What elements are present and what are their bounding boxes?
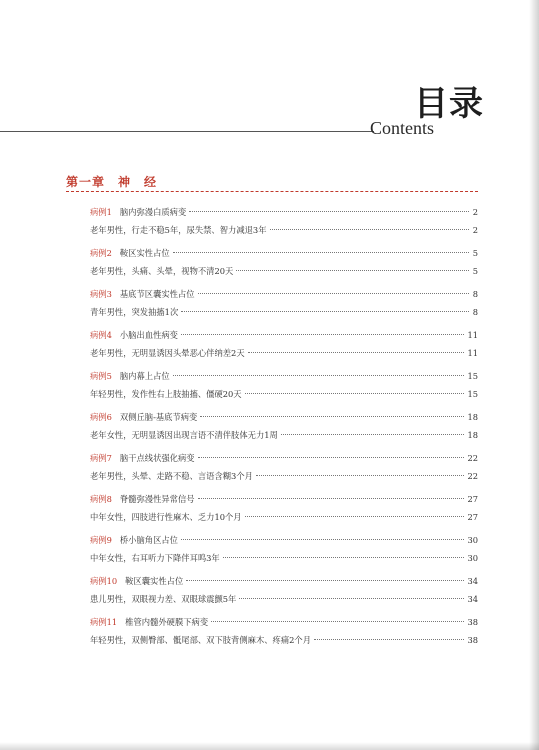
- page-number: 27: [467, 494, 478, 504]
- title-rule: [0, 131, 374, 132]
- page-number: 18: [467, 412, 478, 422]
- page-number: 38: [467, 635, 478, 645]
- page-number: 34: [467, 576, 478, 586]
- case-description: 老年女性，无明显诱因出现言语不清伴肢体无力1周: [90, 430, 278, 440]
- toc-entry-title-line[interactable]: [90, 531, 478, 549]
- toc-entry[interactable]: [90, 285, 478, 326]
- page-number: 34: [467, 594, 478, 604]
- case-label: 病例2: [90, 248, 112, 258]
- dot-leader: [270, 229, 470, 230]
- toc-entry-desc-line[interactable]: [90, 508, 478, 526]
- dot-leader: [239, 598, 464, 599]
- dot-leader: [256, 475, 465, 476]
- toc-list: [90, 203, 478, 654]
- case-title: 脑内弥漫白质病变: [119, 207, 187, 217]
- case-description: 年轻男性，发作性右上肢抽搐、僵硬20天: [90, 389, 242, 399]
- toc-entry-desc-line[interactable]: [90, 631, 478, 649]
- toc-entry[interactable]: [90, 203, 478, 244]
- page-shadow-bottom: [0, 742, 539, 750]
- toc-entry-title-line[interactable]: [90, 572, 478, 590]
- toc-entry-title-line[interactable]: [90, 367, 478, 385]
- case-label: 病例7: [90, 453, 112, 463]
- page-number: 15: [467, 389, 478, 399]
- page-number: 11: [467, 330, 478, 340]
- page-number: 30: [467, 553, 478, 563]
- dot-leader: [236, 270, 469, 271]
- case-label: 病例5: [90, 371, 112, 381]
- toc-entry-desc-line[interactable]: [90, 385, 478, 403]
- dot-leader: [245, 393, 465, 394]
- toc-entry-desc-line[interactable]: [90, 426, 478, 444]
- page-subtitle: Contents: [370, 118, 435, 138]
- case-description: 老年男性，头痛、头晕，视物不清20天: [90, 266, 234, 276]
- page-number: 27: [467, 512, 478, 522]
- toc-entry[interactable]: [90, 572, 478, 613]
- dot-leader: [186, 580, 464, 581]
- case-label: 病例4: [90, 330, 112, 340]
- page-number: 8: [472, 307, 478, 317]
- toc-entry-title-line[interactable]: [90, 613, 478, 631]
- case-description: 老年男性，行走不稳5年，尿失禁、智力减退3年: [90, 225, 267, 235]
- page-number: 22: [467, 453, 478, 463]
- toc-entry-desc-line[interactable]: [90, 467, 478, 485]
- case-title: 基底节区囊实性占位: [119, 289, 195, 299]
- case-description: 青年男性，突发抽搐1次: [90, 307, 179, 317]
- toc-entry-desc-line[interactable]: [90, 303, 478, 321]
- toc-entry[interactable]: [90, 326, 478, 367]
- toc-entry-title-line[interactable]: [90, 449, 478, 467]
- case-description: 中年女性，右耳听力下降伴耳鸣3年: [90, 553, 220, 563]
- case-title: 桥小脑角区占位: [119, 535, 178, 545]
- toc-entry-desc-line[interactable]: [90, 590, 478, 608]
- case-label: 病例8: [90, 494, 112, 504]
- page-number: 30: [467, 535, 478, 545]
- dot-leader: [223, 557, 465, 558]
- toc-entry[interactable]: [90, 244, 478, 285]
- dot-leader: [181, 311, 469, 312]
- case-description: 中年女性，四肢进行性麻木、乏力10个月: [90, 512, 242, 522]
- page-number: 18: [467, 430, 478, 440]
- case-label: 病例1: [90, 207, 112, 217]
- page-number: 11: [467, 348, 478, 358]
- page-number: 8: [472, 289, 478, 299]
- dot-leader: [200, 416, 464, 417]
- chapter-divider: [66, 191, 478, 192]
- toc-entry-title-line[interactable]: [90, 326, 478, 344]
- toc-entry[interactable]: [90, 449, 478, 490]
- toc-entry[interactable]: [90, 490, 478, 531]
- case-title: 小脑出血性病变: [119, 330, 178, 340]
- toc-entry[interactable]: [90, 367, 478, 408]
- toc-entry-desc-line[interactable]: [90, 344, 478, 362]
- page-title: 目录: [414, 84, 484, 124]
- case-description: 年轻男性，双侧臀部、骶尾部、双下肢背侧麻木、疼痛2个月: [90, 635, 311, 645]
- case-title: 脑内幕上占位: [119, 371, 170, 381]
- case-label: 病例9: [90, 535, 112, 545]
- dot-leader: [181, 539, 464, 540]
- toc-entry-title-line[interactable]: [90, 203, 478, 221]
- toc-entry-desc-line[interactable]: [90, 221, 478, 239]
- page-number: 38: [467, 617, 478, 627]
- toc-entry[interactable]: [90, 613, 478, 654]
- case-title: 鞍区实性占位: [119, 248, 170, 258]
- toc-entry-desc-line[interactable]: [90, 549, 478, 567]
- toc-entry-title-line[interactable]: [90, 490, 478, 508]
- page-number: 2: [472, 225, 478, 235]
- case-label: 病例11: [90, 617, 118, 627]
- case-description: 老年男性，无明显诱因头晕恶心伴纳差2天: [90, 348, 245, 358]
- page-number: 22: [467, 471, 478, 481]
- toc-entry-title-line[interactable]: [90, 285, 478, 303]
- dot-leader: [245, 516, 465, 517]
- dot-leader: [281, 434, 465, 435]
- case-title: 脊髓弥漫性异常信号: [119, 494, 195, 504]
- toc-entry-desc-line[interactable]: [90, 262, 478, 280]
- page-number: 15: [467, 371, 478, 381]
- case-title: 脑干点线状强化病变: [119, 453, 195, 463]
- case-label: 病例3: [90, 289, 112, 299]
- toc-entry-title-line[interactable]: [90, 244, 478, 262]
- dot-leader: [181, 334, 464, 335]
- toc-entry-title-line[interactable]: [90, 408, 478, 426]
- dot-leader: [248, 352, 465, 353]
- case-label: 病例10: [90, 576, 118, 586]
- dot-leader: [211, 621, 464, 622]
- case-title: 鞍区囊实性占位: [125, 576, 184, 586]
- case-description: 老年男性，头晕、走路不稳、言语含糊3个月: [90, 471, 253, 481]
- dot-leader: [189, 211, 469, 212]
- toc-entry[interactable]: [90, 531, 478, 572]
- case-description: 患儿男性，双眼视力差、双眼球震颤5年: [90, 594, 237, 604]
- toc-entry[interactable]: [90, 408, 478, 449]
- page-shadow-right: [529, 0, 539, 750]
- page-number: 5: [472, 266, 478, 276]
- page-number: 2: [472, 207, 478, 217]
- chapter-heading: 第一章 神 经: [66, 175, 158, 189]
- dot-leader: [173, 375, 465, 376]
- dot-leader: [198, 498, 465, 499]
- dot-leader: [173, 252, 469, 253]
- case-title: 椎管内髓外硬膜下病变: [125, 617, 209, 627]
- case-title: 双侧丘脑-基底节病变: [119, 412, 198, 422]
- dot-leader: [198, 457, 465, 458]
- case-label: 病例6: [90, 412, 112, 422]
- dot-leader: [314, 639, 464, 640]
- dot-leader: [198, 293, 469, 294]
- page-number: 5: [472, 248, 478, 258]
